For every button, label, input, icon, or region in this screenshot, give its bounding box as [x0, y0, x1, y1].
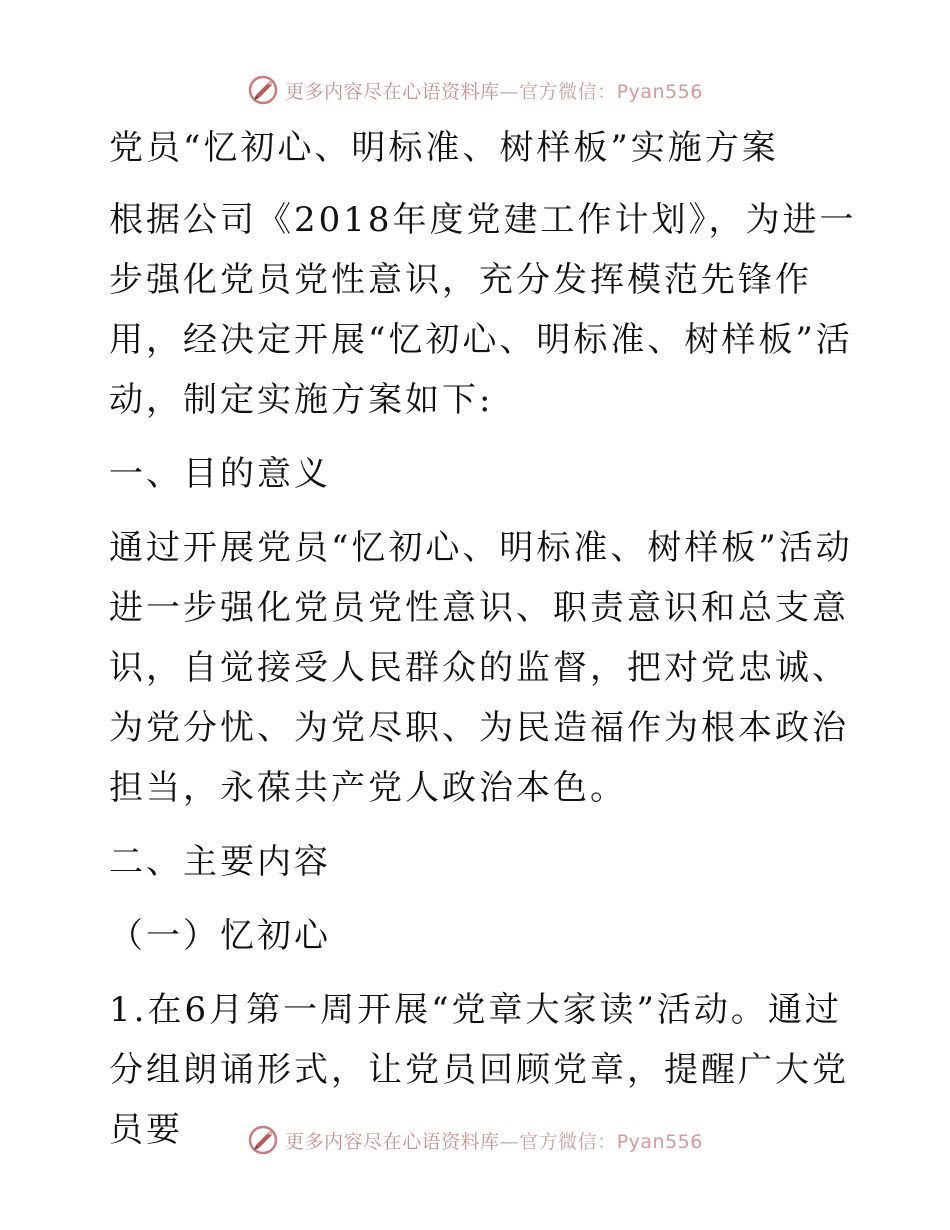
brand-logo-icon — [247, 74, 279, 106]
section-heading-content: 二、主要内容 — [109, 842, 331, 882]
watermark-header — [0, 70, 950, 110]
subsection-heading-recall: （一）忆初心 — [109, 916, 331, 956]
item-paragraph-1: 1.在6月第一周开展“党章大家读”活动。通过分组朗诵形式，让党员回顾党章，提醒广大党员要 — [109, 990, 849, 1150]
watermark-text: 更多内容尽在心语资料库—官方微信：Pyan556 — [285, 1130, 703, 1153]
document-title: 党员“忆初心、明标准、树样板”实施方案 — [109, 128, 779, 168]
brand-logo-icon — [247, 1124, 279, 1156]
section-heading-purpose: 一、目的意义 — [109, 454, 331, 494]
intro-paragraph: 根据公司《2018年度党建工作计划》，为进一步强化党员党性意识，充分发挥模范先锋作用，经决定开展“忆初心、明标准、树样板”活动，制定实施方案如下: — [109, 200, 857, 420]
purpose-paragraph: 通过开展党员“忆初心、明标准、树样板”活动进一步强化党员党性意识、职责意识和总支意识，自觉接受人民群众的监督，把对党忠诚、为党分忧、为党尽职、为民造福作为根本政治担当，永葆共产党人政治本色。 — [109, 528, 853, 808]
watermark-text: 更多内容尽在心语资料库—官方微信：Pyan556 — [285, 80, 703, 103]
watermark-footer — [0, 1120, 950, 1160]
document-body — [97, 118, 857, 1174]
